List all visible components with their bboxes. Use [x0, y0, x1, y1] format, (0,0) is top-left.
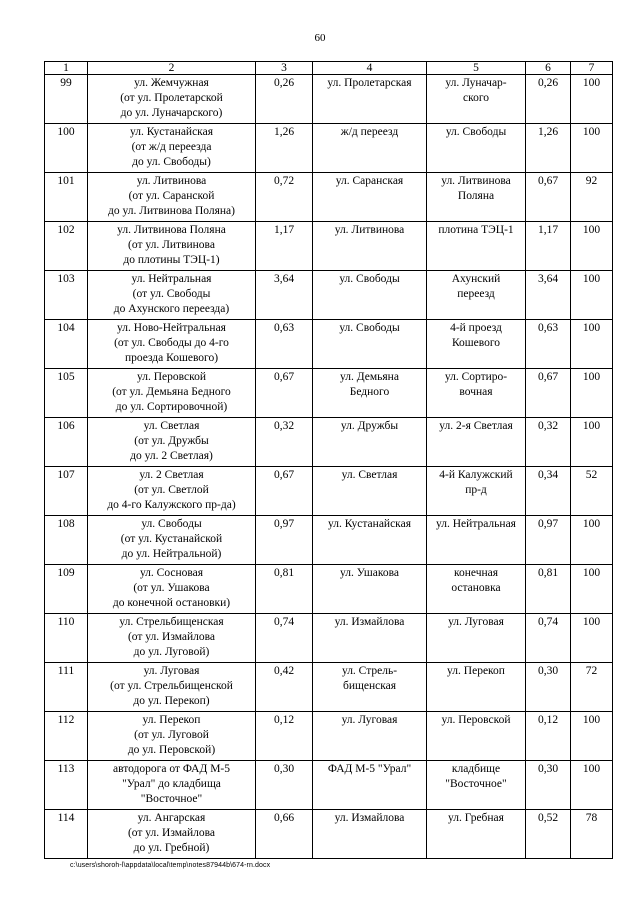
table-row — [45, 271, 613, 320]
covered-length-cell: 0,30 — [526, 761, 571, 810]
section-start-cell: ФАД М-5 "Урал" — [313, 761, 427, 810]
column-header: 4 — [313, 62, 427, 75]
coverage-percent-cell: 100 — [571, 222, 613, 271]
section-end-cell: 4-й Калужский пр-д — [427, 467, 526, 516]
road-name-cell: ул. Сосновая (от ул. Ушакова до конечной остановки) — [88, 565, 256, 614]
column-header: 1 — [45, 62, 88, 75]
row-number-cell: 99 — [45, 75, 88, 124]
table-header-row — [45, 62, 613, 75]
covered-length-cell: 0,74 — [526, 614, 571, 663]
column-header: 3 — [256, 62, 313, 75]
coverage-percent-cell: 52 — [571, 467, 613, 516]
covered-length-cell: 0,34 — [526, 467, 571, 516]
road-length-cell: 0,81 — [256, 565, 313, 614]
row-number-cell: 112 — [45, 712, 88, 761]
section-end-cell: ул. Луначар- ского — [427, 75, 526, 124]
coverage-percent-cell: 100 — [571, 614, 613, 663]
section-end-cell: кладбище "Восточное" — [427, 761, 526, 810]
section-end-cell: ул. Литвинова Поляна — [427, 173, 526, 222]
road-name-cell: ул. 2 Светлая (от ул. Светлой до 4-го Калужского пр-да) — [88, 467, 256, 516]
table-row — [45, 810, 613, 859]
road-length-cell: 0,74 — [256, 614, 313, 663]
road-length-cell: 0,66 — [256, 810, 313, 859]
roads-table — [44, 61, 613, 859]
section-end-cell: ул. Луговая — [427, 614, 526, 663]
table-row — [45, 418, 613, 467]
road-name-cell: ул. Перовской (от ул. Демьяна Бедного до ул. Сортировочной) — [88, 369, 256, 418]
coverage-percent-cell: 100 — [571, 418, 613, 467]
section-start-cell: ул. Кустанайская — [313, 516, 427, 565]
section-end-cell: ул. Нейтральная — [427, 516, 526, 565]
road-name-cell: ул. Перекоп (от ул. Луговой до ул. Перовской) — [88, 712, 256, 761]
road-name-cell: ул. Ново-Нейтральная (от ул. Свободы до 4-го проезда Кошевого) — [88, 320, 256, 369]
section-end-cell: Ахунский переезд — [427, 271, 526, 320]
section-end-cell: ул. Перекоп — [427, 663, 526, 712]
road-name-cell: ул. Свободы (от ул. Кустанайской до ул. Нейтральной) — [88, 516, 256, 565]
row-number-cell: 102 — [45, 222, 88, 271]
covered-length-cell: 0,12 — [526, 712, 571, 761]
table-row — [45, 320, 613, 369]
coverage-percent-cell: 100 — [571, 369, 613, 418]
road-name-cell: ул. Стрельбищенская (от ул. Измайлова до ул. Луговой) — [88, 614, 256, 663]
section-start-cell: ул. Саранская — [313, 173, 427, 222]
coverage-percent-cell: 100 — [571, 516, 613, 565]
coverage-percent-cell: 72 — [571, 663, 613, 712]
road-name-cell: ул. Литвинова (от ул. Саранской до ул. Литвинова Поляна) — [88, 173, 256, 222]
section-end-cell: ул. 2-я Светлая — [427, 418, 526, 467]
section-start-cell: ул. Светлая — [313, 467, 427, 516]
road-name-cell: ул. Жемчужная (от ул. Пролетарской до ул. Луначарского) — [88, 75, 256, 124]
row-number-cell: 110 — [45, 614, 88, 663]
section-start-cell: ул. Свободы — [313, 320, 427, 369]
row-number-cell: 113 — [45, 761, 88, 810]
covered-length-cell: 1,26 — [526, 124, 571, 173]
section-start-cell: ул. Стрель- бищенская — [313, 663, 427, 712]
section-start-cell: ул. Литвинова — [313, 222, 427, 271]
section-start-cell: ул. Свободы — [313, 271, 427, 320]
section-end-cell: 4-й проезд Кошевого — [427, 320, 526, 369]
table-row — [45, 369, 613, 418]
road-name-cell: автодорога от ФАД М-5 "Урал" до кладбища "Восточное" — [88, 761, 256, 810]
road-name-cell: ул. Нейтральная (от ул. Свободы до Ахунского переезда) — [88, 271, 256, 320]
section-end-cell: ул. Свободы — [427, 124, 526, 173]
table-row — [45, 124, 613, 173]
table-row — [45, 712, 613, 761]
coverage-percent-cell: 100 — [571, 320, 613, 369]
covered-length-cell: 3,64 — [526, 271, 571, 320]
column-header: 5 — [427, 62, 526, 75]
road-length-cell: 0,67 — [256, 467, 313, 516]
row-number-cell: 111 — [45, 663, 88, 712]
road-length-cell: 3,64 — [256, 271, 313, 320]
row-number-cell: 101 — [45, 173, 88, 222]
covered-length-cell: 0,81 — [526, 565, 571, 614]
covered-length-cell: 0,67 — [526, 173, 571, 222]
road-length-cell: 0,67 — [256, 369, 313, 418]
road-name-cell: ул. Литвинова Поляна (от ул. Литвинова до плотины ТЭЦ-1) — [88, 222, 256, 271]
row-number-cell: 107 — [45, 467, 88, 516]
section-start-cell: ул. Луговая — [313, 712, 427, 761]
table-row — [45, 75, 613, 124]
column-header: 7 — [571, 62, 613, 75]
table-row — [45, 663, 613, 712]
section-start-cell: ул. Пролетарская — [313, 75, 427, 124]
section-start-cell: ул. Демьяна Бедного — [313, 369, 427, 418]
covered-length-cell: 1,17 — [526, 222, 571, 271]
table-row — [45, 222, 613, 271]
section-start-cell: ул. Измайлова — [313, 614, 427, 663]
coverage-percent-cell: 100 — [571, 75, 613, 124]
section-end-cell: плотина ТЭЦ-1 — [427, 222, 526, 271]
covered-length-cell: 0,52 — [526, 810, 571, 859]
table-row — [45, 565, 613, 614]
road-length-cell: 0,42 — [256, 663, 313, 712]
covered-length-cell: 0,97 — [526, 516, 571, 565]
section-start-cell: ул. Измайлова — [313, 810, 427, 859]
covered-length-cell: 0,26 — [526, 75, 571, 124]
section-end-cell: ул. Перовской — [427, 712, 526, 761]
row-number-cell: 106 — [45, 418, 88, 467]
coverage-percent-cell: 92 — [571, 173, 613, 222]
coverage-percent-cell: 78 — [571, 810, 613, 859]
road-length-cell: 0,26 — [256, 75, 313, 124]
road-name-cell: ул. Светлая (от ул. Дружбы до ул. 2 Светлая) — [88, 418, 256, 467]
column-header: 2 — [88, 62, 256, 75]
road-length-cell: 0,32 — [256, 418, 313, 467]
table-row — [45, 761, 613, 810]
roads-table-body — [45, 62, 613, 859]
table-row — [45, 516, 613, 565]
road-length-cell: 1,17 — [256, 222, 313, 271]
covered-length-cell: 0,63 — [526, 320, 571, 369]
covered-length-cell: 0,30 — [526, 663, 571, 712]
section-start-cell: ул. Дружбы — [313, 418, 427, 467]
row-number-cell: 103 — [45, 271, 88, 320]
road-length-cell: 0,72 — [256, 173, 313, 222]
section-start-cell: ул. Ушакова — [313, 565, 427, 614]
coverage-percent-cell: 100 — [571, 271, 613, 320]
road-length-cell: 0,30 — [256, 761, 313, 810]
road-length-cell: 0,12 — [256, 712, 313, 761]
road-length-cell: 1,26 — [256, 124, 313, 173]
row-number-cell: 108 — [45, 516, 88, 565]
section-end-cell: конечная остановка — [427, 565, 526, 614]
covered-length-cell: 0,67 — [526, 369, 571, 418]
road-name-cell: ул. Ангарская (от ул. Измайлова до ул. Гребной) — [88, 810, 256, 859]
road-length-cell: 0,63 — [256, 320, 313, 369]
column-header: 6 — [526, 62, 571, 75]
table-row — [45, 173, 613, 222]
covered-length-cell: 0,32 — [526, 418, 571, 467]
table-row — [45, 614, 613, 663]
section-start-cell: ж/д переезд — [313, 124, 427, 173]
coverage-percent-cell: 100 — [571, 712, 613, 761]
row-number-cell: 114 — [45, 810, 88, 859]
row-number-cell: 109 — [45, 565, 88, 614]
coverage-percent-cell: 100 — [571, 565, 613, 614]
road-name-cell: ул. Луговая (от ул. Стрельбищенской до ул. Перекоп) — [88, 663, 256, 712]
section-end-cell: ул. Сортиро- вочная — [427, 369, 526, 418]
page-number: 60 — [314, 32, 326, 44]
road-length-cell: 0,97 — [256, 516, 313, 565]
row-number-cell: 104 — [45, 320, 88, 369]
coverage-percent-cell: 100 — [571, 761, 613, 810]
footer-file-path: c:\users\shoroh-l\appdata\local\temp\notes87944b\674-rn.docx — [70, 862, 271, 869]
table-row — [45, 467, 613, 516]
row-number-cell: 100 — [45, 124, 88, 173]
row-number-cell: 105 — [45, 369, 88, 418]
road-name-cell: ул. Кустанайская (от ж/д переезда до ул. Свободы) — [88, 124, 256, 173]
coverage-percent-cell: 100 — [571, 124, 613, 173]
section-end-cell: ул. Гребная — [427, 810, 526, 859]
